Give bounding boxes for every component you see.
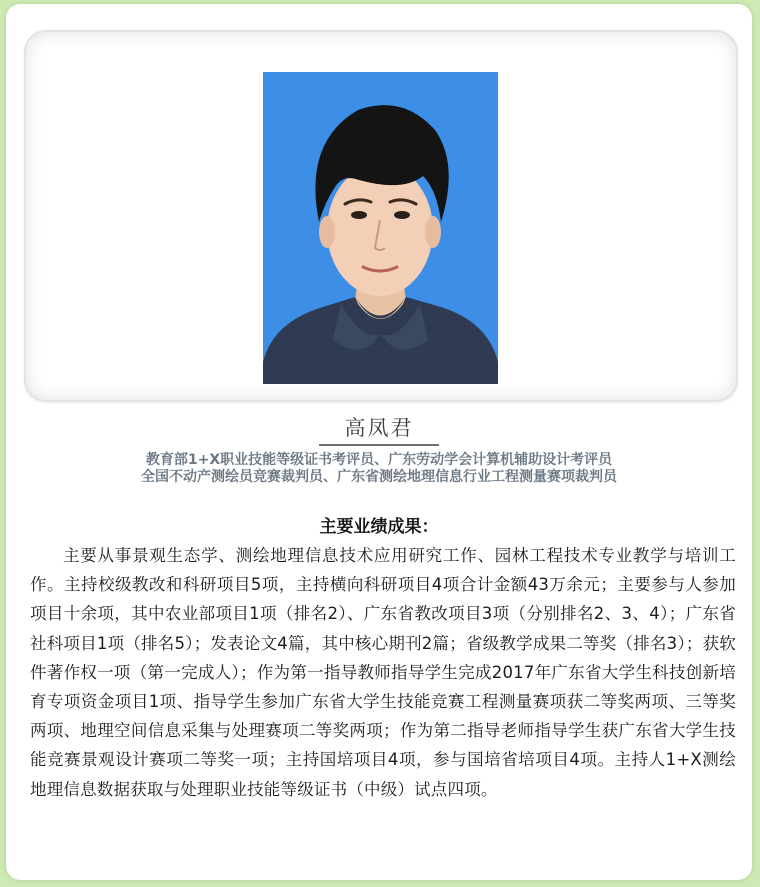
role-line: 教育部1+X职业技能等级证书考评员、广东劳动学会计算机辅助设计考评员 [145, 452, 613, 468]
profile-card [6, 4, 752, 880]
portrait-photo [263, 72, 498, 384]
person-name: 高凤君 [319, 412, 439, 446]
role-list [6, 452, 752, 486]
achievements-title: 主要业绩成果： [319, 517, 439, 537]
role-line: 全国不动产测绘员竞赛裁判员、广东省测绘地理信息行业工程测量赛项裁判员 [141, 469, 617, 485]
achievements-text: 主要从事景观生态学、测绘地理信息技术应用研究工作、园林工程技术专业教学与培训工作。主持校级教改和科研项目5项，主持横向科研项目4项合计金额43万余元；主要参与人参加项目十余项，其中农业部项目1项（排名2）、广东省教改项目3项（分别排名2、3、4）；广东省社科项目1项（排名5）；发表论文4篇，其中核心期刊2篇；省级教学成果二等奖（排名3）；获软件著作权一项（第一完成人）；作为第一指导教师指导学生完成2017年广东省大学生科技创新培育专项资金项目1项、指导学生参加广东省大学生技能竞赛工程测量赛项获二等奖两项、三等奖两项、地理空间信息采集与处理赛项二等奖两项；作为第二指导老师指导学生获广东省大学生技能竞赛景观设计赛项二等奖一项；主持国培项目4项，参与国培省培项目4项。主持人1+X测绘地理信息数据获取与处理职业技能等级证书（中级）试点四项。 [30, 546, 736, 799]
photo-frame [24, 30, 738, 402]
